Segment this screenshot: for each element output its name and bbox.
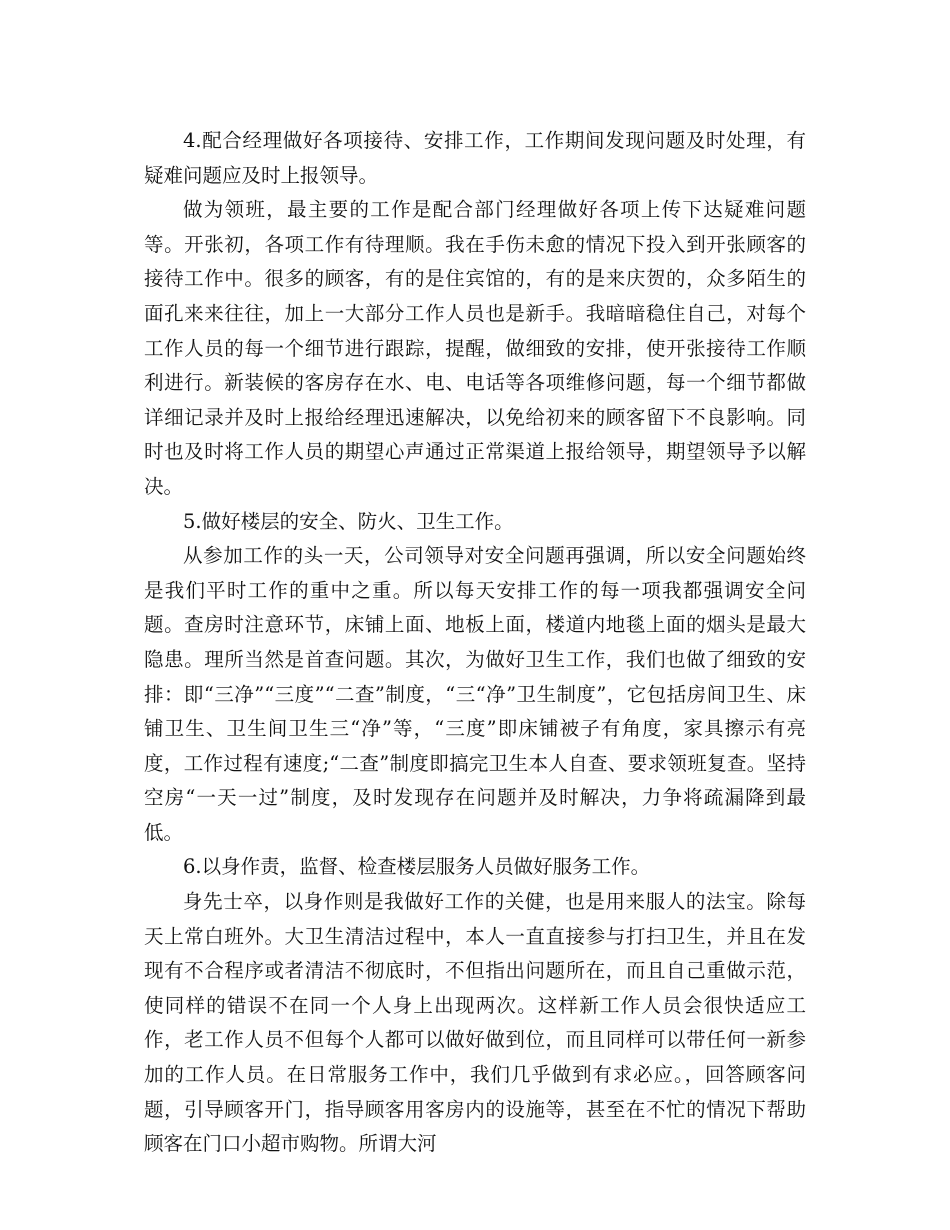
document-body [144, 124, 806, 1162]
paragraph-team-lead-duties: 做为领班，最主要的工作是配合部门经理做好各项上传下达疑难问题等。开张初，各项工作有待理顺。我在手伤未愈的情况下投入到开张顾客的接待工作中。很多的顾客，有的是住宾馆的，有的是来庆贺的，众多陌生的面孔来来往往，加上一大部分工作人员也是新手。我暗暗稳住自己，对每个工作人员的每一个细节进行跟踪，提醒，做细致的安排，使开张接待工作顺利进行。新装候的客房存在水、电、电话等各项维修问题，每一个细节都做详细记录并及时上报给经理迅速解决，以免给初来的顾客留下不良影响。同时也及时将工作人员的期望心声通过正常渠道上报给领导，期望领导予以解决。 [144, 198, 806, 498]
paragraph-item-4: 4.配合经理做好各项接待、安排工作，工作期间发现问题及时处理，有疑难问题应及时上报领导。 [144, 129, 806, 187]
paragraph-item-5: 5.做好楼层的安全、防火、卫生工作。 [183, 509, 514, 533]
paragraph-lead-by-example: 身先士卒，以身作则是我做好工作的关健，也是用来服人的法宝。除每天上常白班外。大卫生清洁过程中，本人一直直接参与打扫卫生，并且在发现有不合程序或者清洁不彻底时，不但指出问题所在，而且自己重做示范，使同样的错误不在同一个人身上出现两次。这样新工作人员会很快适应工作，老工作人员不但每个人都可以做好做到位，而且同样可以带任何一新参加的工作人员。在日常服务工作中，我们几乎做到有求必应。，回答顾客问题，引导顾客开门，指导顾客用客房内的设施等，甚至在不忙的情况下帮助顾客在门口小超市购物。所谓大河 [144, 890, 806, 1156]
paragraph-item-6: 6.以身作责，监督、检查楼层服务人员做好服务工作。 [183, 855, 651, 879]
paragraph-safety-hygiene: 从参加工作的头一天，公司领导对安全问题再强调，所以安全问题始终是我们平时工作的重中之重。所以每天安排工作的每一项我都强调安全问题。查房时注意环节，床铺上面、地板上面，楼道内地毯上面的烟头是最大隐患。理所当然是首查问题。其次，为做好卫生工作，我们也做了细致的安排：即“三净”“三度”“二查”制度，“三“净”卫生制度”，它包括房间卫生、床铺卫生、卫生间卫生三“净”等，“三度”即床铺被子有角度，家具擦示有亮度，工作过程有速度;“二查”制度即搞完卫生本人自查、要求领班复查。坚持空房“一天一过”制度，及时发现存在问题并及时解决，力争将疏漏降到最低。 [144, 544, 806, 844]
